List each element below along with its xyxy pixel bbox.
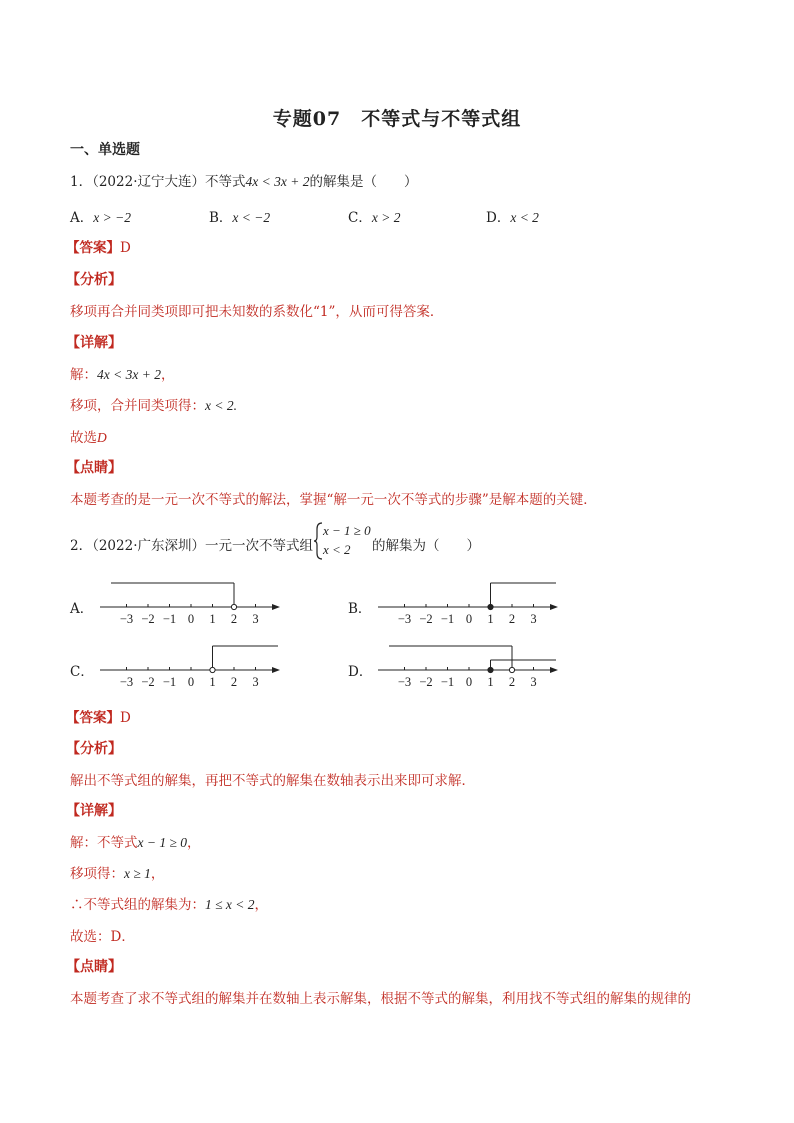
q1-comment-tag: 【点睛】 xyxy=(66,460,122,476)
q1-analysis: 移项再合并同类项即可把未知数的系数化“1”，从而可得答案． xyxy=(70,304,444,320)
q2-answer xyxy=(66,706,131,726)
q1-option-a-math: x > −2 xyxy=(93,210,131,225)
q2-detail-line2 xyxy=(70,862,164,882)
tick-label: −2 xyxy=(141,612,155,626)
tick-label: −1 xyxy=(162,675,177,689)
q2-stem-suffix: 的解集为（ ） xyxy=(372,538,480,554)
q1-detail-line3 xyxy=(70,426,107,446)
q2-option-a[interactable]: A． xyxy=(70,601,94,617)
q1-detail-line3-math: D xyxy=(97,430,107,445)
tick-label: 1 xyxy=(487,612,494,626)
q2-system-line2: x < 2 xyxy=(323,542,351,557)
q1-detail-line2 xyxy=(70,394,237,414)
tick-label: 1 xyxy=(209,612,216,626)
q2-detail-line1-suffix: ， xyxy=(187,835,201,851)
q1-answer-tag: 【答案】 xyxy=(66,240,120,256)
q1-detail-line2-math: x < 2. xyxy=(205,398,237,413)
q1-answer xyxy=(66,236,131,256)
q2-option-d[interactable]: D． xyxy=(348,664,373,680)
tick-label: 3 xyxy=(252,612,259,626)
number-line-a xyxy=(98,576,288,628)
q2-stem-prefix: 2．（2022·广东深圳）一元一次不等式组 xyxy=(70,538,313,554)
tick-label: 0 xyxy=(187,612,195,626)
endpoint-open xyxy=(210,667,215,672)
tick-label: 3 xyxy=(530,675,537,689)
q1-option-c-math: x > 2 xyxy=(371,210,401,225)
q1-stem xyxy=(70,170,417,190)
tick-label: −3 xyxy=(397,612,412,626)
number-line-d xyxy=(376,639,566,691)
q2-detail-line2-prefix: 移项得： xyxy=(70,866,124,882)
tick-label: 0 xyxy=(465,612,473,626)
q2-option-b[interactable]: B． xyxy=(348,601,372,617)
q2-option-c[interactable]: C． xyxy=(70,664,94,680)
q2-analysis-tag: 【分析】 xyxy=(66,741,122,757)
q1-option-d-math: x < 2 xyxy=(510,210,539,225)
q1-option-d-label: D． xyxy=(486,210,511,226)
axis-arrow xyxy=(272,604,280,610)
q1-option-c[interactable] xyxy=(348,206,400,226)
tick-label: 1 xyxy=(487,675,494,689)
tick-label: −2 xyxy=(419,675,433,689)
tick-label: 0 xyxy=(187,675,195,689)
q2-detail-line1 xyxy=(70,831,201,851)
q1-comment: 本题考查的是一元一次不等式的解法，掌握“解一元一次不等式的步骤”是解本题的关键． xyxy=(70,492,597,508)
q2-detail-tag: 【详解】 xyxy=(66,803,122,819)
tick-label: −1 xyxy=(440,612,455,626)
q2-answer-value: D xyxy=(120,710,131,726)
q1-option-c-label: C． xyxy=(348,210,372,226)
tick-label: −1 xyxy=(440,675,455,689)
tick-label: 2 xyxy=(230,612,238,626)
tick-label: 1 xyxy=(209,675,216,689)
q1-detail-line1-suffix: ， xyxy=(160,367,175,383)
endpoint-open xyxy=(509,667,514,672)
q1-stem-math: 4x < 3x + 2 xyxy=(245,174,310,189)
q1-detail-line1-prefix: 解： xyxy=(70,367,97,383)
tick-label: 3 xyxy=(252,675,259,689)
q2-comment-tag: 【点睛】 xyxy=(66,959,122,975)
q1-option-b-math: x < −2 xyxy=(232,210,271,225)
q1-detail-line3-prefix: 故选 xyxy=(70,430,97,446)
tick-label: −3 xyxy=(397,675,412,689)
number-line-c xyxy=(98,639,288,691)
q1-answer-value: D xyxy=(120,240,131,256)
q2-detail-line1-math: x − 1 ≥ 0 xyxy=(137,835,188,850)
endpoint-open xyxy=(231,604,236,609)
tick-label: −2 xyxy=(141,675,155,689)
q1-option-b-label: B． xyxy=(209,210,233,226)
number-line-b xyxy=(376,576,566,628)
endpoint-closed xyxy=(488,667,493,672)
q2-detail-line2-suffix: ， xyxy=(150,866,165,882)
q1-stem-suffix: 的解集是（ ） xyxy=(309,174,418,190)
tick-label: −2 xyxy=(419,612,433,626)
tick-label: −1 xyxy=(162,612,177,626)
endpoint-closed xyxy=(488,604,493,609)
page-title: 专题07 不等式与不等式组 xyxy=(272,108,522,130)
q2-detail-line1-prefix: 解：不等式 xyxy=(70,835,138,851)
axis-arrow xyxy=(550,667,558,673)
tick-label: 0 xyxy=(465,675,473,689)
axis-arrow xyxy=(272,667,280,673)
tick-label: 3 xyxy=(530,612,537,626)
q1-option-a[interactable] xyxy=(70,206,131,226)
q2-comment: 本题考查了求不等式组的解集并在数轴上表示解集，根据不等式的解集，利用找不等式组的解集的规律的 xyxy=(70,991,691,1007)
q1-detail-line1-math: 4x < 3x + 2 xyxy=(97,367,161,382)
q1-analysis-tag: 【分析】 xyxy=(66,272,122,288)
q2-answer-tag: 【答案】 xyxy=(66,710,120,726)
tick-label: −3 xyxy=(119,612,134,626)
q2-detail-line4: 故选：D． xyxy=(70,929,135,945)
q2-detail-line3 xyxy=(70,893,268,913)
q1-option-d[interactable] xyxy=(486,206,539,226)
q1-option-a-label: A． xyxy=(70,210,94,226)
q2-system-line1: x − 1 ≥ 0 xyxy=(323,523,371,538)
tick-label: −3 xyxy=(119,675,134,689)
q2-detail-line3-prefix: ∴不等式组的解集为： xyxy=(70,897,205,913)
q1-stem-prefix: 1．（2022·辽宁大连）不等式 xyxy=(70,174,246,190)
q2-detail-line3-math: 1 ≤ x < 2 xyxy=(205,897,255,912)
q2-detail-line2-math: x ≥ 1 xyxy=(124,866,151,881)
tick-label: 2 xyxy=(230,675,238,689)
q2-detail-line3-suffix: ， xyxy=(254,897,269,913)
q1-detail-line2-prefix: 移项，合并同类项得： xyxy=(70,398,205,414)
q1-option-b[interactable] xyxy=(209,206,270,226)
axis-arrow xyxy=(550,604,558,610)
tick-label: 2 xyxy=(508,675,516,689)
section-heading: 一、单选题 xyxy=(70,142,140,158)
q1-detail-tag: 【详解】 xyxy=(66,335,122,351)
q2-analysis: 解出不等式组的解集，再把不等式的解集在数轴表示出来即可求解． xyxy=(70,773,475,789)
q1-detail-line1 xyxy=(70,363,174,383)
tick-label: 2 xyxy=(508,612,516,626)
